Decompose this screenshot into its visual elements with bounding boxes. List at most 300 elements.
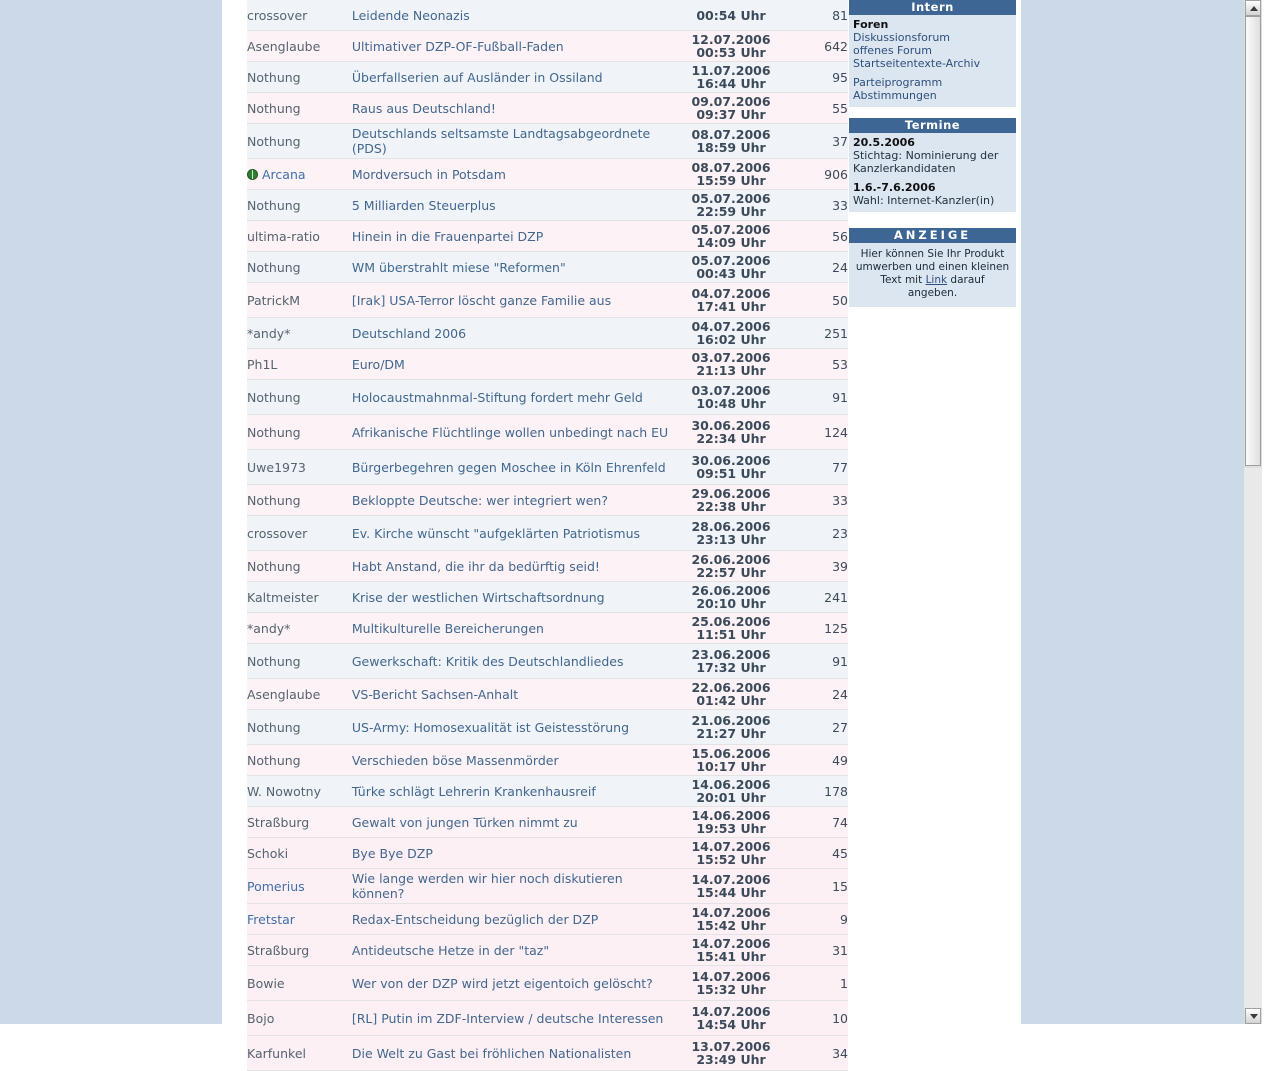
table-row[interactable] — [247, 776, 848, 807]
thread-author-cell — [247, 450, 352, 485]
table-row[interactable] — [247, 485, 848, 516]
thread-author-cell — [247, 776, 352, 807]
thread-date-cell — [675, 380, 788, 415]
link-parteiprogramm[interactable]: Parteiprogramm — [853, 76, 943, 89]
anzeige-text-after: darauf angeben. — [907, 274, 985, 299]
thread-title-link[interactable]: Hinein in die Frauenpartei DZP — [351, 228, 544, 244]
vertical-scrollbar[interactable] — [1244, 0, 1262, 1024]
thread-title-link[interactable]: Raus aus Deutschland! — [351, 100, 496, 116]
thread-time: 09:51 Uhr — [696, 466, 766, 481]
thread-date: 11.07.2006 — [691, 63, 771, 78]
thread-author-cell — [247, 283, 352, 318]
thread-title-cell — [352, 1001, 675, 1036]
thread-time: 11:51 Uhr — [696, 627, 766, 642]
thread-post-count: 642 — [787, 31, 848, 62]
thread-date: 03.07.2006 — [691, 350, 771, 365]
thread-date-cell — [675, 644, 788, 679]
thread-post-count: 74 — [787, 807, 848, 838]
thread-title-cell — [352, 516, 675, 551]
thread-post-count: 91 — [787, 644, 848, 679]
thread-author-cell — [247, 644, 352, 679]
table-row[interactable] — [247, 415, 848, 450]
thread-date-cell — [675, 252, 788, 283]
thread-author: Nothung — [247, 558, 301, 574]
thread-title-link[interactable]: Bekloppte Deutsche: wer integriert wen? — [351, 492, 608, 508]
thread-post-count: 49 — [787, 745, 848, 776]
table-row[interactable] — [247, 551, 848, 582]
thread-author-cell — [247, 807, 352, 838]
thread-author-cell — [247, 935, 352, 966]
thread-time: 00:53 Uhr — [696, 45, 766, 60]
thread-date-cell — [675, 283, 788, 318]
thread-author-cell — [247, 966, 352, 1001]
thread-date-cell — [675, 93, 788, 124]
thread-title-cell — [352, 869, 675, 904]
thread-post-count: 91 — [787, 380, 848, 415]
thread-date: 25.06.2006 — [691, 614, 771, 629]
thread-author-cell — [247, 582, 352, 613]
thread-title-link[interactable]: Deutschlands seltsamste Landtagsabgeordnete (PDS) — [351, 126, 651, 156]
thread-author-cell — [247, 349, 352, 380]
thread-post-count: 31 — [787, 935, 848, 966]
table-row[interactable] — [247, 904, 848, 935]
intern-box-body — [849, 15, 1016, 107]
thread-post-count: 124 — [787, 415, 848, 450]
table-row[interactable] — [247, 745, 848, 776]
thread-author: Nothung — [247, 133, 301, 149]
thread-title-cell — [352, 710, 675, 745]
thread-date-cell — [675, 0, 788, 31]
thread-author: crossover — [247, 7, 308, 23]
table-row[interactable] — [247, 0, 848, 31]
thread-list — [247, 0, 848, 1071]
thread-author: Bowie — [247, 975, 285, 991]
thread-author: Bojo — [247, 1010, 275, 1026]
thread-title-link[interactable]: Redax-Entscheidung bezüglich der DZP — [351, 911, 599, 927]
thread-title-link[interactable]: Antideutsche Hetze in der "taz" — [351, 942, 550, 958]
intern-group-label: Foren — [853, 18, 889, 31]
thread-title-link[interactable]: Die Welt zu Gast bei fröhlichen Nationalisten — [351, 1045, 632, 1061]
thread-author: Nothung — [247, 752, 301, 768]
thread-title-cell — [352, 62, 675, 93]
thread-table — [247, 0, 848, 1071]
thread-time: 00:54 Uhr — [696, 7, 766, 23]
scroll-up-button[interactable] — [1245, 0, 1261, 16]
thread-date-cell — [675, 415, 788, 450]
link-abstimmungen[interactable]: Abstimmungen — [853, 89, 937, 102]
thread-author-cell — [247, 62, 352, 93]
thread-date: 28.06.2006 — [691, 519, 771, 534]
thread-title-cell — [352, 318, 675, 349]
thread-title-link[interactable]: Deutschland 2006 — [351, 325, 467, 341]
thread-title-link[interactable]: VS-Bericht Sachsen-Anhalt — [351, 686, 519, 702]
thread-title-cell — [352, 679, 675, 710]
thread-title-link[interactable]: Verschieden böse Massenmörder — [351, 752, 559, 768]
thread-author-cell — [247, 380, 352, 415]
thread-time: 16:44 Uhr — [696, 76, 766, 91]
thread-title-cell — [352, 221, 675, 252]
thread-author: Nothung — [247, 653, 301, 669]
thread-author: Uwe1973 — [247, 459, 306, 475]
thread-title-cell — [352, 745, 675, 776]
thread-author[interactable]: Arcana — [262, 166, 306, 182]
link-offenes-forum[interactable]: offenes Forum — [853, 44, 932, 57]
thread-author[interactable]: Pomerius — [247, 878, 305, 894]
thread-author: Kaltmeister — [247, 589, 319, 605]
thread-post-count: 56 — [787, 221, 848, 252]
thread-title-link[interactable]: 5 Milliarden Steuerplus — [351, 197, 496, 213]
thread-author-cell — [247, 0, 352, 31]
thread-title-link[interactable]: US-Army: Homosexualität ist Geistesstörung — [351, 719, 630, 735]
thread-author: Karfunkel — [247, 1045, 306, 1061]
thread-post-count: 33 — [787, 190, 848, 221]
table-row[interactable] — [247, 613, 848, 644]
thread-author: Straßburg — [247, 814, 310, 830]
table-row[interactable] — [247, 124, 848, 159]
thread-author: Nothung — [247, 259, 301, 275]
thread-author[interactable]: Fretstar — [247, 911, 295, 927]
thread-post-count: 178 — [787, 776, 848, 807]
thread-post-count: 24 — [787, 679, 848, 710]
thread-title-cell — [352, 582, 675, 613]
intern-box-title: Intern — [849, 0, 1016, 15]
left-gutter-spacer — [222, 0, 247, 1024]
thread-date: 05.07.2006 — [691, 222, 771, 237]
thread-author-cell — [247, 710, 352, 745]
thread-title-link[interactable]: Holocaustmahnmal-Stiftung fordert mehr Geld — [351, 389, 643, 405]
termine-box — [849, 118, 1016, 212]
thread-time: 22:34 Uhr — [696, 431, 766, 446]
thread-date: 14.07.2006 — [691, 839, 771, 854]
thread-author-cell — [247, 679, 352, 710]
link-startseitentexte-archiv[interactable]: Startseitentexte-Archiv — [853, 57, 981, 70]
termin-date-1: 20.5.2006 — [853, 136, 915, 149]
table-row[interactable] — [247, 1001, 848, 1036]
table-row[interactable] — [247, 516, 848, 551]
table-row[interactable] — [247, 838, 848, 869]
thread-title-link[interactable]: Afrikanische Flüchtlinge wollen unbedingt nach EU — [351, 424, 669, 440]
thread-date-cell — [675, 31, 788, 62]
thread-date-cell — [675, 710, 788, 745]
thread-date-cell — [675, 221, 788, 252]
thread-date: 08.07.2006 — [691, 127, 771, 142]
thread-time: 15:41 Uhr — [696, 949, 766, 964]
thread-post-count: 125 — [787, 613, 848, 644]
thread-date-cell — [675, 349, 788, 380]
thread-date: 30.06.2006 — [691, 453, 771, 468]
thread-date: 22.06.2006 — [691, 680, 771, 695]
scroll-down-button[interactable] — [1245, 1008, 1261, 1024]
thread-title-cell — [352, 551, 675, 582]
table-row[interactable] — [247, 935, 848, 966]
thread-title-link[interactable]: [RL] Putin im ZDF-Interview / deutsche Interessen — [351, 1010, 664, 1026]
thread-post-count: 34 — [787, 1036, 848, 1071]
thread-author-cell — [247, 745, 352, 776]
thread-date: 26.06.2006 — [691, 583, 771, 598]
thread-post-count: 10 — [787, 1001, 848, 1036]
table-row[interactable] — [247, 966, 848, 1001]
chevron-up-icon — [1250, 6, 1258, 11]
thread-time: 14:54 Uhr — [696, 1017, 766, 1032]
termine-box-title: Termine — [849, 118, 1016, 133]
thread-title-cell — [352, 124, 675, 159]
thread-post-count: 95 — [787, 62, 848, 93]
thread-post-count: 39 — [787, 551, 848, 582]
thread-author-cell — [247, 221, 352, 252]
thread-title-link[interactable]: Wer von der DZP wird jetzt eigentoich gelöscht? — [351, 975, 653, 991]
thread-title-link[interactable]: Multikulturelle Bereicherungen — [351, 620, 544, 636]
table-row[interactable] — [247, 31, 848, 62]
termin-text-2: Wahl: Internet-Kanzler(in) — [853, 194, 995, 207]
thread-title-link[interactable]: Gewalt von jungen Türken nimmt zu — [351, 814, 578, 830]
thread-title-cell — [352, 93, 675, 124]
thread-date: 05.07.2006 — [691, 253, 771, 268]
thread-author: W. Nowotny — [247, 783, 321, 799]
thread-author-cell — [247, 159, 352, 190]
anzeige-box-title: ANZEIGE — [849, 228, 1016, 243]
thread-author: PatrickM — [247, 292, 301, 308]
thread-author-cell — [247, 252, 352, 283]
thread-title-link[interactable]: Überfallserien auf Ausländer in Ossiland — [351, 69, 603, 85]
thread-title-link[interactable]: Bürgerbegehren gegen Moschee in Köln Ehrenfeld — [351, 459, 666, 475]
thread-time: 22:38 Uhr — [696, 499, 766, 514]
thread-title-link[interactable]: Leidende Neonazis — [351, 7, 470, 23]
thread-title-cell — [352, 283, 675, 318]
thread-author: ultima-ratio — [247, 228, 320, 244]
thread-title-link[interactable]: WM überstrahlt miese "Reformen" — [351, 259, 566, 275]
thread-title-link[interactable]: Gewerkschaft: Kritik des Deutschlandliedes — [351, 653, 624, 669]
chevron-down-icon — [1250, 1014, 1258, 1019]
thread-author: Nothung — [247, 197, 301, 213]
thread-time: 15:52 Uhr — [696, 852, 766, 867]
thread-author-cell — [247, 190, 352, 221]
thread-post-count: 9 — [787, 904, 848, 935]
thread-date-cell — [675, 613, 788, 644]
thread-title-cell — [352, 0, 675, 31]
link-diskussionsforum[interactable]: Diskussionsforum — [853, 31, 951, 44]
thread-author: *andy* — [247, 620, 291, 636]
right-background — [1021, 0, 1262, 1024]
thread-time: 15:32 Uhr — [696, 982, 766, 997]
thread-title-cell — [352, 1036, 675, 1071]
thread-post-count: 37 — [787, 124, 848, 159]
thread-author: Schoki — [247, 845, 289, 861]
thread-author: Asenglaube — [247, 686, 321, 702]
table-row[interactable] — [247, 349, 848, 380]
table-row[interactable] — [247, 318, 848, 349]
thread-title-link[interactable]: Wie lange werden wir hier noch diskutieren können? — [351, 871, 623, 901]
table-row[interactable] — [247, 283, 848, 318]
thread-date-cell — [675, 869, 788, 904]
thread-date: 30.06.2006 — [691, 418, 771, 433]
thread-date: 04.07.2006 — [691, 286, 771, 301]
table-row[interactable] — [247, 221, 848, 252]
thread-date-cell — [675, 904, 788, 935]
thread-time: 10:48 Uhr — [696, 396, 766, 411]
thread-author: Asenglaube — [247, 38, 321, 54]
thread-title-link[interactable]: [Irak] USA-Terror löscht ganze Familie aus — [351, 292, 612, 308]
thread-date-cell — [675, 551, 788, 582]
table-row[interactable] — [247, 710, 848, 745]
thread-time: 09:37 Uhr — [696, 107, 766, 122]
thread-title-cell — [352, 613, 675, 644]
thread-date-cell — [675, 679, 788, 710]
thread-date: 14.07.2006 — [691, 969, 771, 984]
thread-time: 15:42 Uhr — [696, 918, 766, 933]
thread-title-cell — [352, 935, 675, 966]
thread-date-cell — [675, 582, 788, 613]
thread-date-cell — [675, 1036, 788, 1071]
table-row[interactable] — [247, 252, 848, 283]
anzeige-box-body — [849, 243, 1016, 307]
thread-date-cell — [675, 776, 788, 807]
thread-date: 14.07.2006 — [691, 872, 771, 887]
thread-post-count: 23 — [787, 516, 848, 551]
thread-time: 23:13 Uhr — [696, 532, 766, 547]
thread-title-cell — [352, 415, 675, 450]
thread-title-link[interactable]: Ultimativer DZP-OF-Fußball-Faden — [351, 38, 564, 54]
thread-title-link[interactable]: Bye Bye DZP — [351, 845, 433, 861]
thread-author-cell — [247, 124, 352, 159]
thread-date: 26.06.2006 — [691, 552, 771, 567]
table-row[interactable] — [247, 450, 848, 485]
thread-date-cell — [675, 62, 788, 93]
thread-author-cell — [247, 485, 352, 516]
thread-author-cell — [247, 551, 352, 582]
thread-author: Nothung — [247, 719, 301, 735]
thread-author-cell — [247, 516, 352, 551]
thread-author: crossover — [247, 525, 308, 541]
thread-post-count: 241 — [787, 582, 848, 613]
thread-title-link[interactable]: Türke schlägt Lehrerin Krankenhausreif — [351, 783, 596, 799]
thread-date-cell — [675, 190, 788, 221]
thread-date-cell — [675, 807, 788, 838]
thread-time: 22:59 Uhr — [696, 204, 766, 219]
thread-date-cell — [675, 516, 788, 551]
thread-date-cell — [675, 745, 788, 776]
thread-date: 05.07.2006 — [691, 191, 771, 206]
thread-title-cell — [352, 450, 675, 485]
thread-author-cell — [247, 318, 352, 349]
thread-date: 04.07.2006 — [691, 319, 771, 334]
globe-icon — [247, 169, 258, 180]
thread-time: 21:13 Uhr — [696, 363, 766, 378]
thread-date: 14.07.2006 — [691, 936, 771, 951]
anzeige-link[interactable]: Link — [925, 274, 948, 286]
table-row[interactable] — [247, 869, 848, 904]
table-row[interactable] — [247, 159, 848, 190]
scrollbar-thumb[interactable] — [1245, 16, 1261, 466]
thread-post-count: 81 — [787, 0, 848, 31]
thread-date-cell — [675, 159, 788, 190]
thread-author-cell — [247, 838, 352, 869]
thread-title-cell — [352, 349, 675, 380]
thread-date-cell — [675, 838, 788, 869]
thread-post-count: 906 — [787, 159, 848, 190]
thread-date-cell — [675, 450, 788, 485]
table-row[interactable] — [247, 644, 848, 679]
thread-title-cell — [352, 807, 675, 838]
thread-date: 08.07.2006 — [691, 160, 771, 175]
thread-date: 09.07.2006 — [691, 94, 771, 109]
anzeige-text-before: Hier können Sie Ihr Produkt umwerben und einen kleinen Text mit — [855, 248, 1010, 286]
table-row[interactable] — [247, 679, 848, 710]
anzeige-box — [849, 228, 1016, 307]
thread-time: 15:59 Uhr — [696, 173, 766, 188]
thread-title-cell — [352, 31, 675, 62]
thread-time: 16:02 Uhr — [696, 332, 766, 347]
table-row[interactable] — [247, 582, 848, 613]
table-row[interactable] — [247, 380, 848, 415]
thread-author-cell — [247, 1001, 352, 1036]
thread-post-count: 27 — [787, 710, 848, 745]
thread-title-link[interactable]: Euro/DM — [351, 356, 405, 372]
thread-author-cell — [247, 1036, 352, 1071]
left-gutter — [0, 0, 222, 1024]
table-row[interactable] — [247, 1036, 848, 1071]
table-row[interactable] — [247, 190, 848, 221]
thread-author: Nothung — [247, 100, 301, 116]
thread-time: 20:10 Uhr — [696, 596, 766, 611]
thread-date: 14.07.2006 — [691, 1004, 771, 1019]
thread-time: 22:57 Uhr — [696, 565, 766, 580]
table-row[interactable] — [247, 807, 848, 838]
thread-post-count: 15 — [787, 869, 848, 904]
thread-author-cell — [247, 93, 352, 124]
thread-post-count: 77 — [787, 450, 848, 485]
thread-date: 15.06.2006 — [691, 746, 771, 761]
thread-date: 03.07.2006 — [691, 383, 771, 398]
thread-time: 10:17 Uhr — [696, 759, 766, 774]
thread-time: 20:01 Uhr — [696, 790, 766, 805]
thread-title-cell — [352, 838, 675, 869]
thread-date-cell — [675, 935, 788, 966]
thread-post-count: 53 — [787, 349, 848, 380]
thread-title-cell — [352, 904, 675, 935]
thread-author: Nothung — [247, 492, 301, 508]
thread-post-count: 45 — [787, 838, 848, 869]
thread-time: 00:43 Uhr — [696, 266, 766, 281]
thread-date: 14.06.2006 — [691, 808, 771, 823]
thread-title-cell — [352, 380, 675, 415]
thread-date: 21.06.2006 — [691, 713, 771, 728]
thread-date-cell — [675, 1001, 788, 1036]
thread-title-link[interactable]: Krise der westlichen Wirtschaftsordnung — [351, 589, 605, 605]
termin-date-2: 1.6.-7.6.2006 — [853, 181, 936, 194]
thread-title-link[interactable]: Habt Anstand, die ihr da bedürftig seid! — [351, 558, 600, 574]
thread-date: 14.06.2006 — [691, 777, 771, 792]
thread-author: *andy* — [247, 325, 291, 341]
thread-title-link[interactable]: Ev. Kirche wünscht "aufgeklärten Patriotismus — [351, 525, 641, 541]
table-row[interactable] — [247, 93, 848, 124]
thread-title-cell — [352, 776, 675, 807]
thread-date: 12.07.2006 — [691, 32, 771, 47]
thread-time: 19:53 Uhr — [696, 821, 766, 836]
termin-text-1: Stichtag: Nominierung der Kanzlerkandidaten — [853, 149, 999, 175]
thread-time: 18:59 Uhr — [696, 140, 766, 155]
thread-title-link[interactable]: Mordversuch in Potsdam — [351, 166, 506, 182]
thread-time: 23:49 Uhr — [696, 1052, 766, 1067]
scrollbar-track[interactable] — [1244, 468, 1262, 1008]
thread-date-cell — [675, 966, 788, 1001]
thread-author-cell — [247, 869, 352, 904]
table-row[interactable] — [247, 62, 848, 93]
thread-title-cell — [352, 190, 675, 221]
thread-author: Nothung — [247, 389, 301, 405]
thread-time: 21:27 Uhr — [696, 726, 766, 741]
thread-time: 14:09 Uhr — [696, 235, 766, 250]
thread-title-cell — [352, 644, 675, 679]
